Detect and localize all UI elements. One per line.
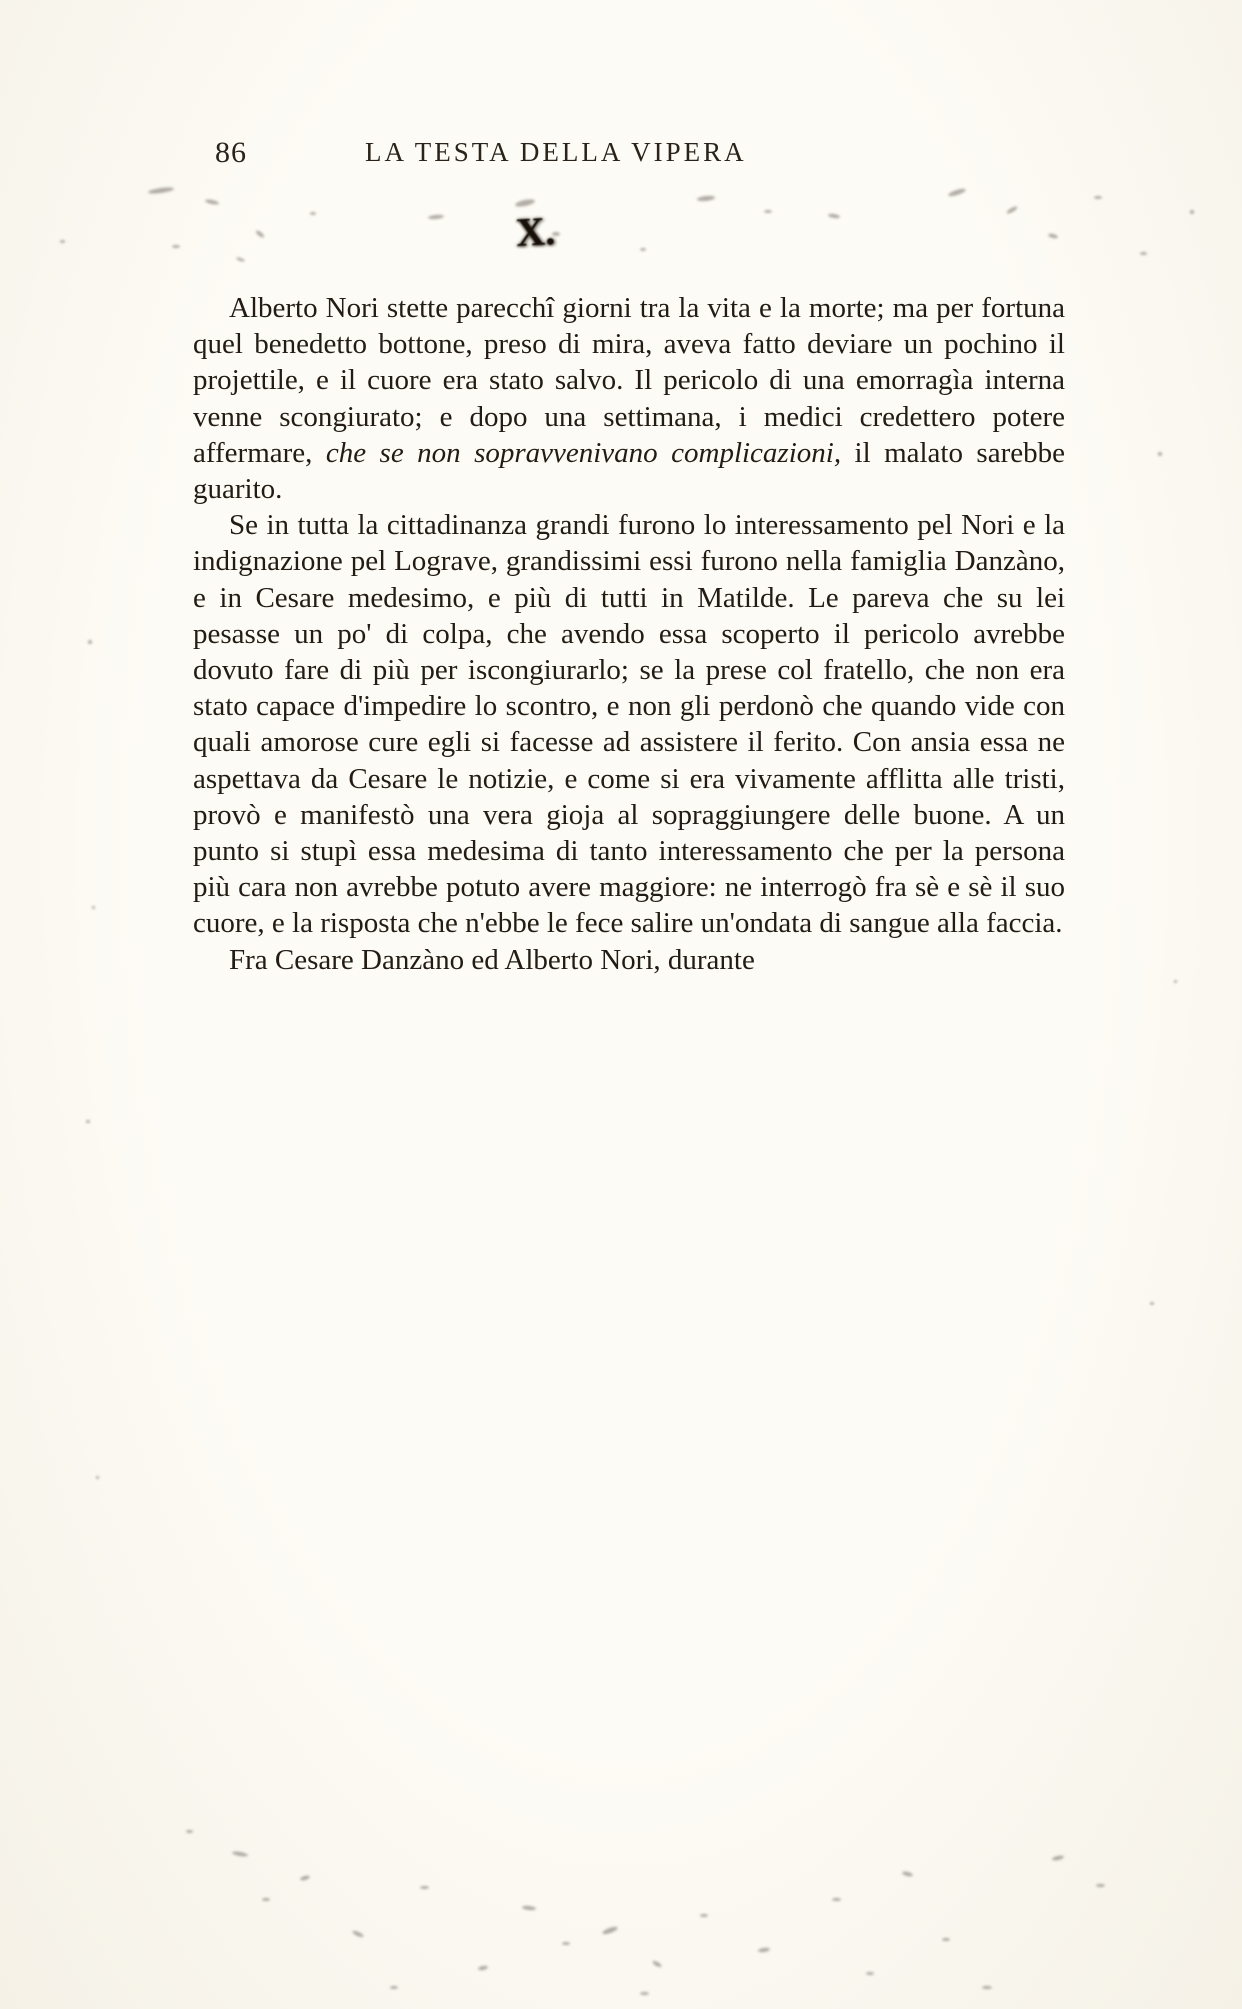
scan-smudge — [96, 1476, 99, 1479]
scan-smudge — [697, 195, 715, 202]
scan-smudge — [1096, 1884, 1105, 1887]
body-text: Fra Cesare Danzàno ed Alberto Nori, durante — [229, 943, 755, 976]
running-title: LA TESTA DELLA VIPERA — [365, 137, 747, 167]
scan-smudge — [832, 1898, 841, 1901]
scan-smudge — [262, 1898, 270, 1901]
page-header — [193, 134, 1065, 176]
paragraph — [193, 507, 1065, 941]
scan-smudge — [478, 1965, 489, 1971]
scan-smudge — [1048, 233, 1059, 239]
body-text: Alberto Nori stette parecchî giorni tra la vita e la morte; ma per fortuna quel benedetto bottone, preso di mira, aveva fatto deviare un pochino il projettile, e il cuore era stato salvo. Il pericolo di una emorragìa interna venne scongiurato; e dopo una settimana, i medici credettero potere affermare, — [193, 292, 1065, 469]
scan-smudge — [232, 1851, 248, 1858]
scan-smudge — [255, 229, 265, 238]
scan-smudge — [902, 1871, 914, 1878]
paragraph — [193, 942, 1065, 978]
scan-smudge — [522, 1905, 536, 1910]
scan-smudge — [310, 212, 316, 215]
scan-smudge — [428, 214, 444, 219]
scan-smudge — [205, 199, 220, 206]
scan-smudge — [828, 213, 841, 219]
scan-smudge — [700, 1914, 708, 1917]
scan-smudge — [1174, 980, 1177, 983]
scan-smudge — [148, 186, 174, 195]
body-text: il malato sarebbe guarito. — [193, 436, 1065, 506]
scan-smudge — [60, 240, 65, 243]
scan-smudge — [1094, 196, 1102, 199]
scan-smudge — [186, 1830, 193, 1833]
scan-smudge — [1158, 452, 1162, 456]
scan-smudge — [420, 1886, 429, 1889]
scan-smudge — [640, 248, 646, 251]
scan-smudge — [172, 245, 180, 248]
scan-smudge — [92, 906, 95, 909]
scan-smudge — [300, 1875, 311, 1881]
scan-smudge — [515, 198, 536, 208]
scan-smudge — [390, 1986, 398, 1989]
scan-smudge — [948, 187, 967, 197]
italic-phrase: che se non sopravvenivano complicazioni, — [325, 436, 842, 469]
scan-smudge — [1150, 1302, 1154, 1305]
scan-smudge — [652, 1960, 663, 1968]
scan-smudge — [88, 640, 92, 644]
text-block — [193, 290, 1065, 978]
paragraph — [193, 290, 1065, 507]
scan-smudge — [1140, 252, 1147, 255]
scan-smudge — [764, 210, 772, 213]
scan-smudge — [1190, 210, 1194, 214]
scan-smudge — [562, 1942, 570, 1945]
scan-smudge — [942, 1938, 950, 1941]
scan-smudge — [602, 1925, 619, 1935]
scan-smudge — [982, 1986, 992, 1989]
scan-smudge — [1052, 1855, 1065, 1861]
scan-smudge — [758, 1947, 770, 1953]
chapter-mark: X. — [514, 208, 557, 255]
scan-smudge — [1006, 205, 1018, 214]
scan-smudge — [866, 1972, 874, 1975]
body-text: Se in tutta la cittadinanza grandi furono lo interessamento pel Nori e la indignazione pel Lograve, grandissimi essi furono nella famiglia Danzàno, e in Cesare medesimo, e più di tutti in Matilde. Le pareva che su lei pesasse un po' di colpa, che avendo essa scoperto il pericolo avrebbe dovuto fare di più per iscongiurarlo; se la prese col fratello, che non era stato capace d'impedire lo scontro, e non gli perdonò che quando vide con quali amorose cure egli si facesse ad assistere il ferito. Con ansia essa ne aspettava da Cesare le notizie, e come si era vivamente afflitta alle tristi, provò e manifestò una vera gioja al sopraggiungere delle buone. A un punto si stupì essa medesima di tanto interessamento che per la persona più cara non avrebbe potuto avere maggiore: ne interrogò fra sè e sè il suo cuore, e la risposta che n'ebbe le fece salire un'ondata di sangue alla faccia. — [193, 509, 1065, 940]
scan-smudge — [352, 1930, 365, 1939]
scan-smudge — [86, 1120, 90, 1123]
page-number: 86 — [215, 136, 247, 169]
scan-smudge — [640, 1992, 649, 1995]
scan-smudge — [236, 257, 245, 263]
